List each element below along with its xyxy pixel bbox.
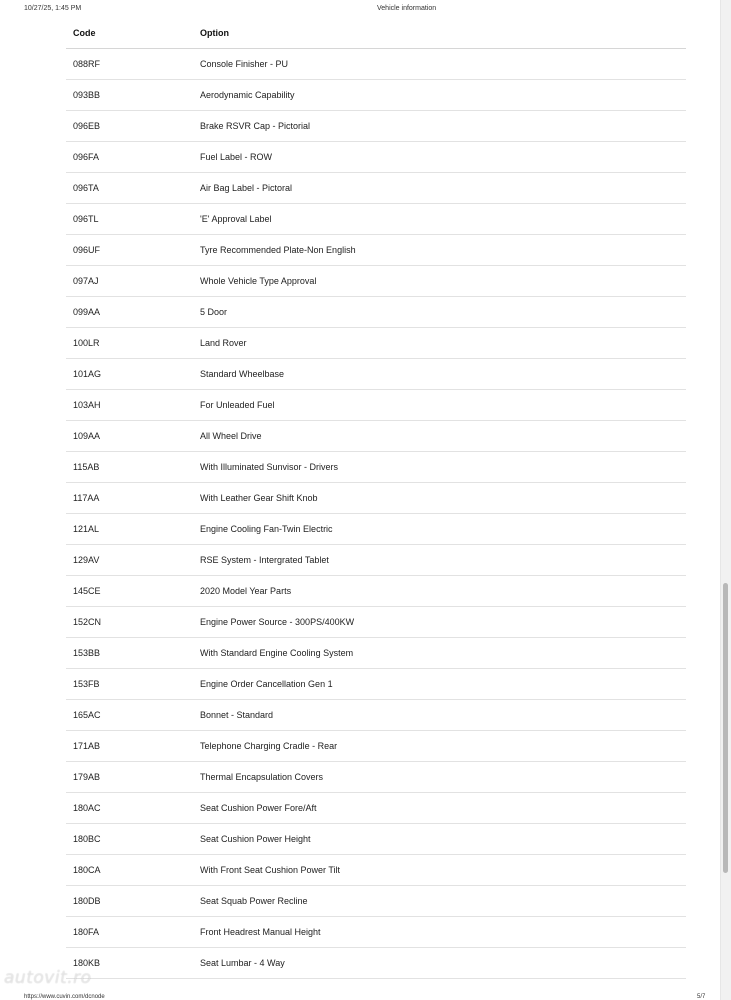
option-description-cell: Seat Lumbar - 4 Way	[200, 948, 686, 979]
option-description-cell: Whole Vehicle Type Approval	[200, 266, 686, 297]
table-row	[66, 328, 686, 359]
option-description-cell: Seat Cushion Power Fore/Aft	[200, 793, 686, 824]
option-code-cell: 121AL	[66, 514, 200, 545]
option-code-cell: 117AA	[66, 483, 200, 514]
option-description-cell: Seat Cushion Power Height	[200, 824, 686, 855]
option-code-cell: 093BB	[66, 80, 200, 111]
option-description-cell: Aerodynamic Capability	[200, 80, 686, 111]
option-code-cell: 096UF	[66, 235, 200, 266]
table-row	[66, 235, 686, 266]
table-row	[66, 917, 686, 948]
print-datetime: 10/27/25, 1:45 PM	[24, 5, 82, 12]
option-code-cell: 101AG	[66, 359, 200, 390]
option-description-cell: Telephone Charging Cradle - Rear	[200, 731, 686, 762]
table-row	[66, 359, 686, 390]
print-page-number: 5/7	[697, 994, 706, 1000]
option-code-cell: 109AA	[66, 421, 200, 452]
table-header	[66, 17, 686, 49]
table-row	[66, 886, 686, 917]
option-code-cell: 153FB	[66, 669, 200, 700]
option-code-cell: 088RF	[66, 49, 200, 80]
table-row	[66, 111, 686, 142]
option-code-cell: 096TA	[66, 173, 200, 204]
option-code-cell: 180AC	[66, 793, 200, 824]
column-header-option: Option	[200, 17, 686, 49]
option-description-cell: 5 Door	[200, 297, 686, 328]
option-code-cell: 096EB	[66, 111, 200, 142]
option-code-cell: 129AV	[66, 545, 200, 576]
table-row	[66, 824, 686, 855]
table-row	[66, 948, 686, 979]
option-description-cell: Bonnet - Standard	[200, 700, 686, 731]
table-row	[66, 545, 686, 576]
option-description-cell: Engine Power Source - 300PS/400KW	[200, 607, 686, 638]
option-description-cell: Console Finisher - PU	[200, 49, 686, 80]
option-code-cell: 180DB	[66, 886, 200, 917]
option-description-cell: Tyre Recommended Plate-Non English	[200, 235, 686, 266]
table-body	[66, 49, 686, 979]
option-code-cell: 096TL	[66, 204, 200, 235]
print-title: Vehicle information	[377, 5, 437, 12]
option-description-cell: All Wheel Drive	[200, 421, 686, 452]
option-description-cell: With Illuminated Sunvisor - Drivers	[200, 452, 686, 483]
table-row	[66, 297, 686, 328]
table-row	[66, 452, 686, 483]
option-code-cell: 180BC	[66, 824, 200, 855]
option-description-cell: 2020 Model Year Parts	[200, 576, 686, 607]
option-code-cell: 103AH	[66, 390, 200, 421]
table-row	[66, 80, 686, 111]
option-code-cell: 096FA	[66, 142, 200, 173]
option-code-cell: 100LR	[66, 328, 200, 359]
table-row	[66, 855, 686, 886]
option-code-cell: 171AB	[66, 731, 200, 762]
table-row	[66, 607, 686, 638]
option-code-cell: 179AB	[66, 762, 200, 793]
table-header-row	[66, 17, 686, 49]
option-description-cell: With Leather Gear Shift Knob	[200, 483, 686, 514]
option-code-cell: 180FA	[66, 917, 200, 948]
table-row	[66, 514, 686, 545]
table-row	[66, 731, 686, 762]
options-table	[66, 17, 686, 979]
option-code-cell: 115AB	[66, 452, 200, 483]
table-row	[66, 793, 686, 824]
option-description-cell: 'E' Approval Label	[200, 204, 686, 235]
print-footer	[0, 993, 731, 1000]
option-code-cell: 097AJ	[66, 266, 200, 297]
table-row	[66, 762, 686, 793]
option-description-cell: Engine Cooling Fan-Twin Electric	[200, 514, 686, 545]
table-row	[66, 421, 686, 452]
table-row	[66, 483, 686, 514]
scrollbar-thumb[interactable]	[723, 583, 728, 873]
column-header-code: Code	[66, 17, 200, 49]
print-url: https://www.cuvin.com/dcnode	[24, 994, 105, 1000]
option-description-cell: Engine Order Cancellation Gen 1	[200, 669, 686, 700]
table-row	[66, 576, 686, 607]
watermark: autovit.ro	[4, 968, 92, 988]
option-description-cell: Air Bag Label - Pictoral	[200, 173, 686, 204]
option-code-cell: 165AC	[66, 700, 200, 731]
options-table-container	[66, 17, 686, 979]
option-description-cell: With Front Seat Cushion Power Tilt	[200, 855, 686, 886]
scrollbar[interactable]	[720, 0, 731, 1000]
table-row	[66, 390, 686, 421]
option-description-cell: Land Rover	[200, 328, 686, 359]
table-row	[66, 173, 686, 204]
option-description-cell: With Standard Engine Cooling System	[200, 638, 686, 669]
option-description-cell: For Unleaded Fuel	[200, 390, 686, 421]
option-description-cell: Fuel Label - ROW	[200, 142, 686, 173]
option-code-cell: 153BB	[66, 638, 200, 669]
table-row	[66, 700, 686, 731]
option-code-cell: 180KB	[66, 948, 200, 979]
option-description-cell: RSE System - Intergrated Tablet	[200, 545, 686, 576]
option-description-cell: Seat Squab Power Recline	[200, 886, 686, 917]
option-description-cell: Brake RSVR Cap - Pictorial	[200, 111, 686, 142]
table-row	[66, 266, 686, 297]
table-row	[66, 49, 686, 80]
option-code-cell: 152CN	[66, 607, 200, 638]
option-description-cell: Front Headrest Manual Height	[200, 917, 686, 948]
table-row	[66, 669, 686, 700]
option-description-cell: Thermal Encapsulation Covers	[200, 762, 686, 793]
option-code-cell: 145CE	[66, 576, 200, 607]
table-row	[66, 638, 686, 669]
table-row	[66, 142, 686, 173]
option-code-cell: 099AA	[66, 297, 200, 328]
table-row	[66, 204, 686, 235]
print-header	[0, 5, 731, 17]
option-description-cell: Standard Wheelbase	[200, 359, 686, 390]
option-code-cell: 180CA	[66, 855, 200, 886]
